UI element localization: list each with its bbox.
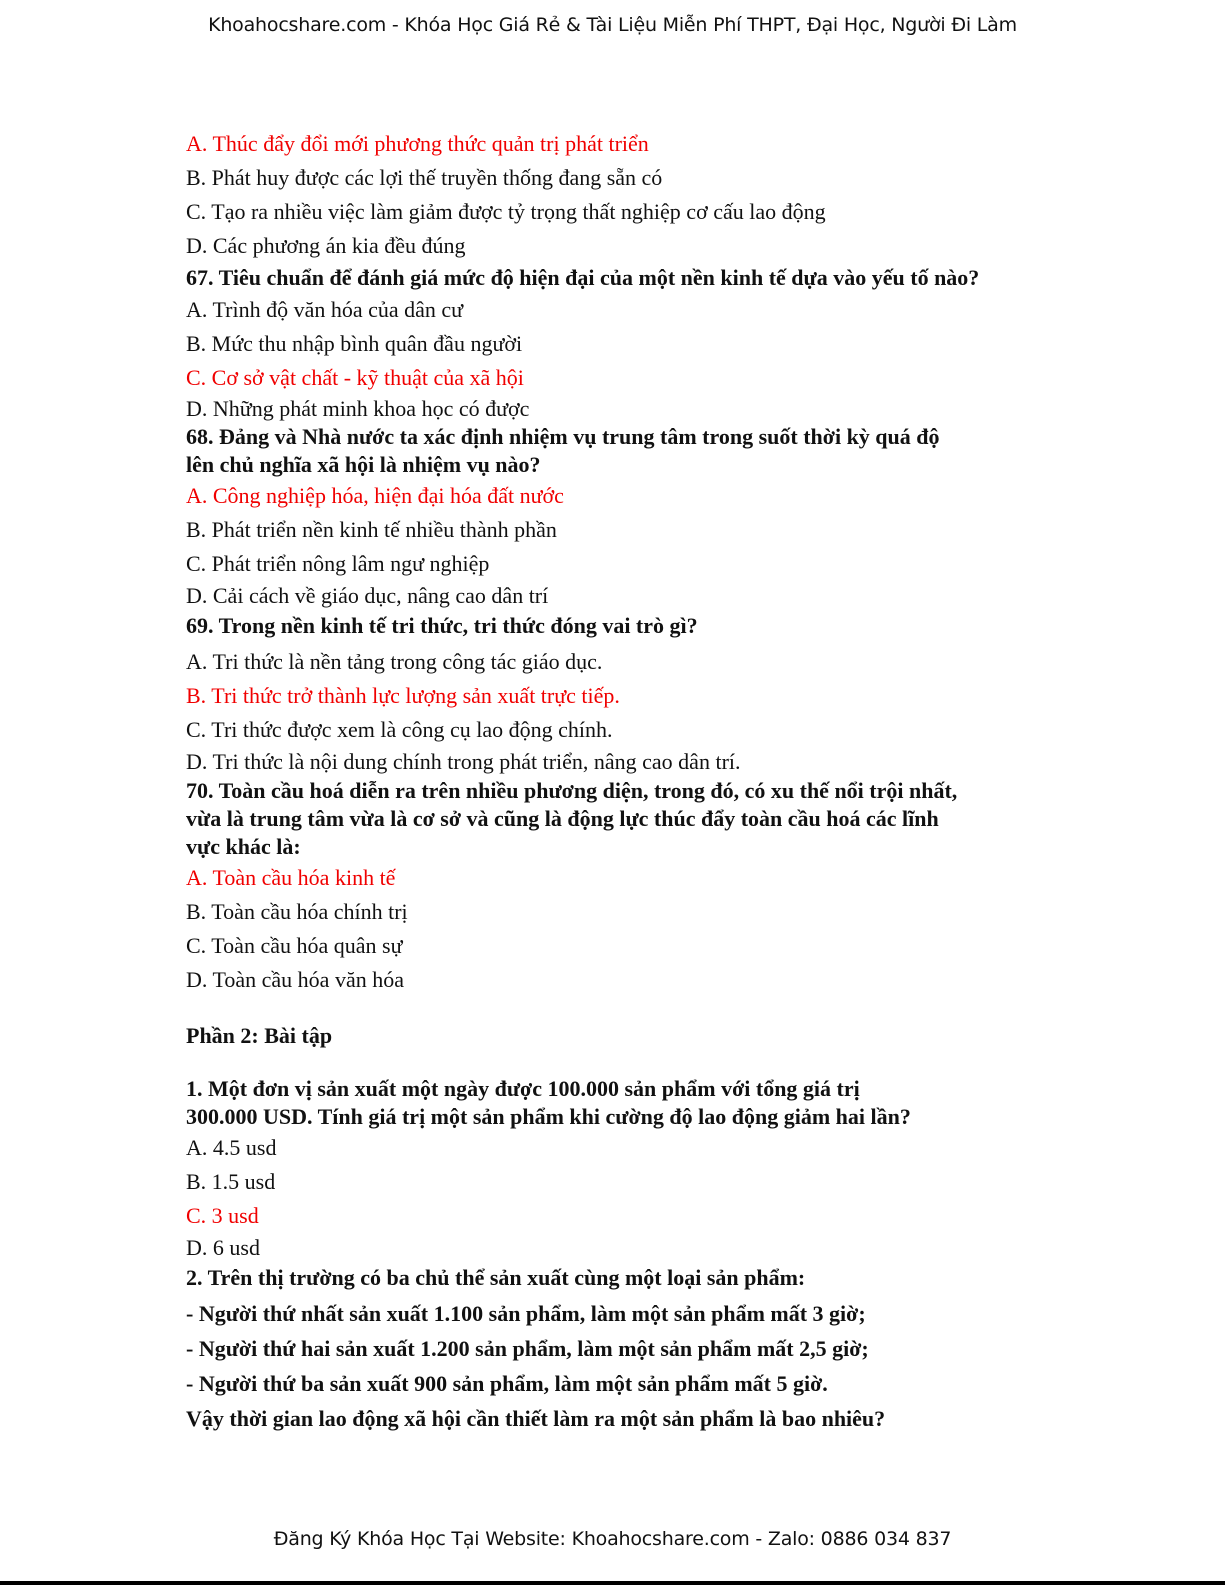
q68-question-line-2: lên chủ nghĩa xã hội là nhiệm vụ nào? — [186, 452, 541, 477]
document-body — [186, 127, 1066, 1437]
ex2-producer-2: - Người thứ hai sản xuất 1.200 sản phẩm, làm một sản phẩm mất 2,5 giờ; — [186, 1336, 869, 1361]
q66-option-d: D. Các phương án kia đều đúng — [186, 233, 466, 258]
q69-question: 69. Trong nền kinh tế tri thức, tri thức đóng vai trò gì? — [186, 613, 698, 638]
page-header: Khoahocshare.com - Khóa Học Giá Rẻ & Tài Liệu Miễn Phí THPT, Đại Học, Người Đi Làm — [208, 14, 1017, 36]
q70-option-b: B. Toàn cầu hóa chính trị — [186, 899, 408, 924]
q66-option-b: B. Phát huy được các lợi thế truyền thống đang sẵn có — [186, 165, 663, 190]
q68-question-line-1: 68. Đảng và Nhà nước ta xác định nhiệm vụ trung tâm trong suốt thời kỳ quá độ — [186, 424, 940, 449]
ex2-ask: Vậy thời gian lao động xã hội cần thiết làm ra một sản phẩm là bao nhiêu? — [186, 1406, 886, 1431]
q70-option-a: A. Toàn cầu hóa kinh tế — [186, 865, 396, 890]
ex1-option-d: D. 6 usd — [186, 1235, 260, 1260]
q66-option-c: C. Tạo ra nhiều việc làm giảm được tỷ trọng thất nghiệp cơ cấu lao động — [186, 199, 826, 224]
ex1-question-line-1: 1. Một đơn vị sản xuất một ngày được 100.000 sản phẩm với tổng giá trị — [186, 1076, 860, 1101]
q70-question-line-2: vừa là trung tâm vừa là cơ sở và cũng là động lực thúc đẩy toàn cầu hoá các lĩnh — [186, 806, 939, 831]
ex2-producer-1: - Người thứ nhất sản xuất 1.100 sản phẩm, làm một sản phẩm mất 3 giờ; — [186, 1301, 866, 1326]
q66-option-a: A. Thúc đẩy đổi mới phương thức quản trị phát triển — [186, 131, 649, 156]
q70-option-d: D. Toàn cầu hóa văn hóa — [186, 967, 404, 992]
q70-question-line-3: vực khác là: — [186, 834, 301, 859]
q67-option-c: C. Cơ sở vật chất - kỹ thuật của xã hội — [186, 365, 524, 390]
q69-option-d: D. Tri thức là nội dung chính trong phát triển, nâng cao dân trí. — [186, 749, 741, 774]
q67-option-b: B. Mức thu nhập bình quân đầu người — [186, 331, 523, 356]
ex2-question: 2. Trên thị trường có ba chủ thể sản xuất cùng một loại sản phẩm: — [186, 1265, 806, 1290]
part-2-title: Phần 2: Bài tập — [186, 1023, 333, 1048]
q68-option-d: D. Cải cách về giáo dục, nâng cao dân trí — [186, 583, 549, 608]
q68-option-c: C. Phát triển nông lâm ngư nghiệp — [186, 551, 490, 576]
q69-option-b: B. Tri thức trở thành lực lượng sản xuất trực tiếp. — [186, 683, 620, 708]
ex2-producer-3: - Người thứ ba sản xuất 900 sản phẩm, làm một sản phẩm mất 5 giờ. — [186, 1371, 828, 1396]
q67-option-d: D. Những phát minh khoa học có được — [186, 396, 530, 421]
q70-question-line-1: 70. Toàn cầu hoá diễn ra trên nhiều phương diện, trong đó, có xu thế nổi trội nhất, — [186, 778, 958, 803]
bottom-rule — [0, 1581, 1225, 1585]
q68-option-b: B. Phát triển nền kinh tế nhiều thành phần — [186, 517, 557, 542]
q67-question: 67. Tiêu chuẩn để đánh giá mức độ hiện đại của một nền kinh tế dựa vào yếu tố nào? — [186, 265, 980, 290]
q70-option-c: C. Toàn cầu hóa quân sự — [186, 933, 403, 958]
ex1-option-c: C. 3 usd — [186, 1203, 259, 1228]
q67-option-a: A. Trình độ văn hóa của dân cư — [186, 297, 464, 322]
q69-option-a: A. Tri thức là nền tảng trong công tác giáo dục. — [186, 649, 603, 674]
q68-option-a: A. Công nghiệp hóa, hiện đại hóa đất nước — [186, 483, 564, 508]
ex1-option-b: B. 1.5 usd — [186, 1169, 276, 1194]
q69-option-c: C. Tri thức được xem là công cụ lao động chính. — [186, 717, 613, 742]
ex1-option-a: A. 4.5 usd — [186, 1135, 277, 1160]
ex1-question-line-2: 300.000 USD. Tính giá trị một sản phẩm khi cường độ lao động giảm hai lần? — [186, 1104, 911, 1129]
page-footer: Đăng Ký Khóa Học Tại Website: Khoahocshare.com - Zalo: 0886 034 837 — [273, 1528, 952, 1550]
